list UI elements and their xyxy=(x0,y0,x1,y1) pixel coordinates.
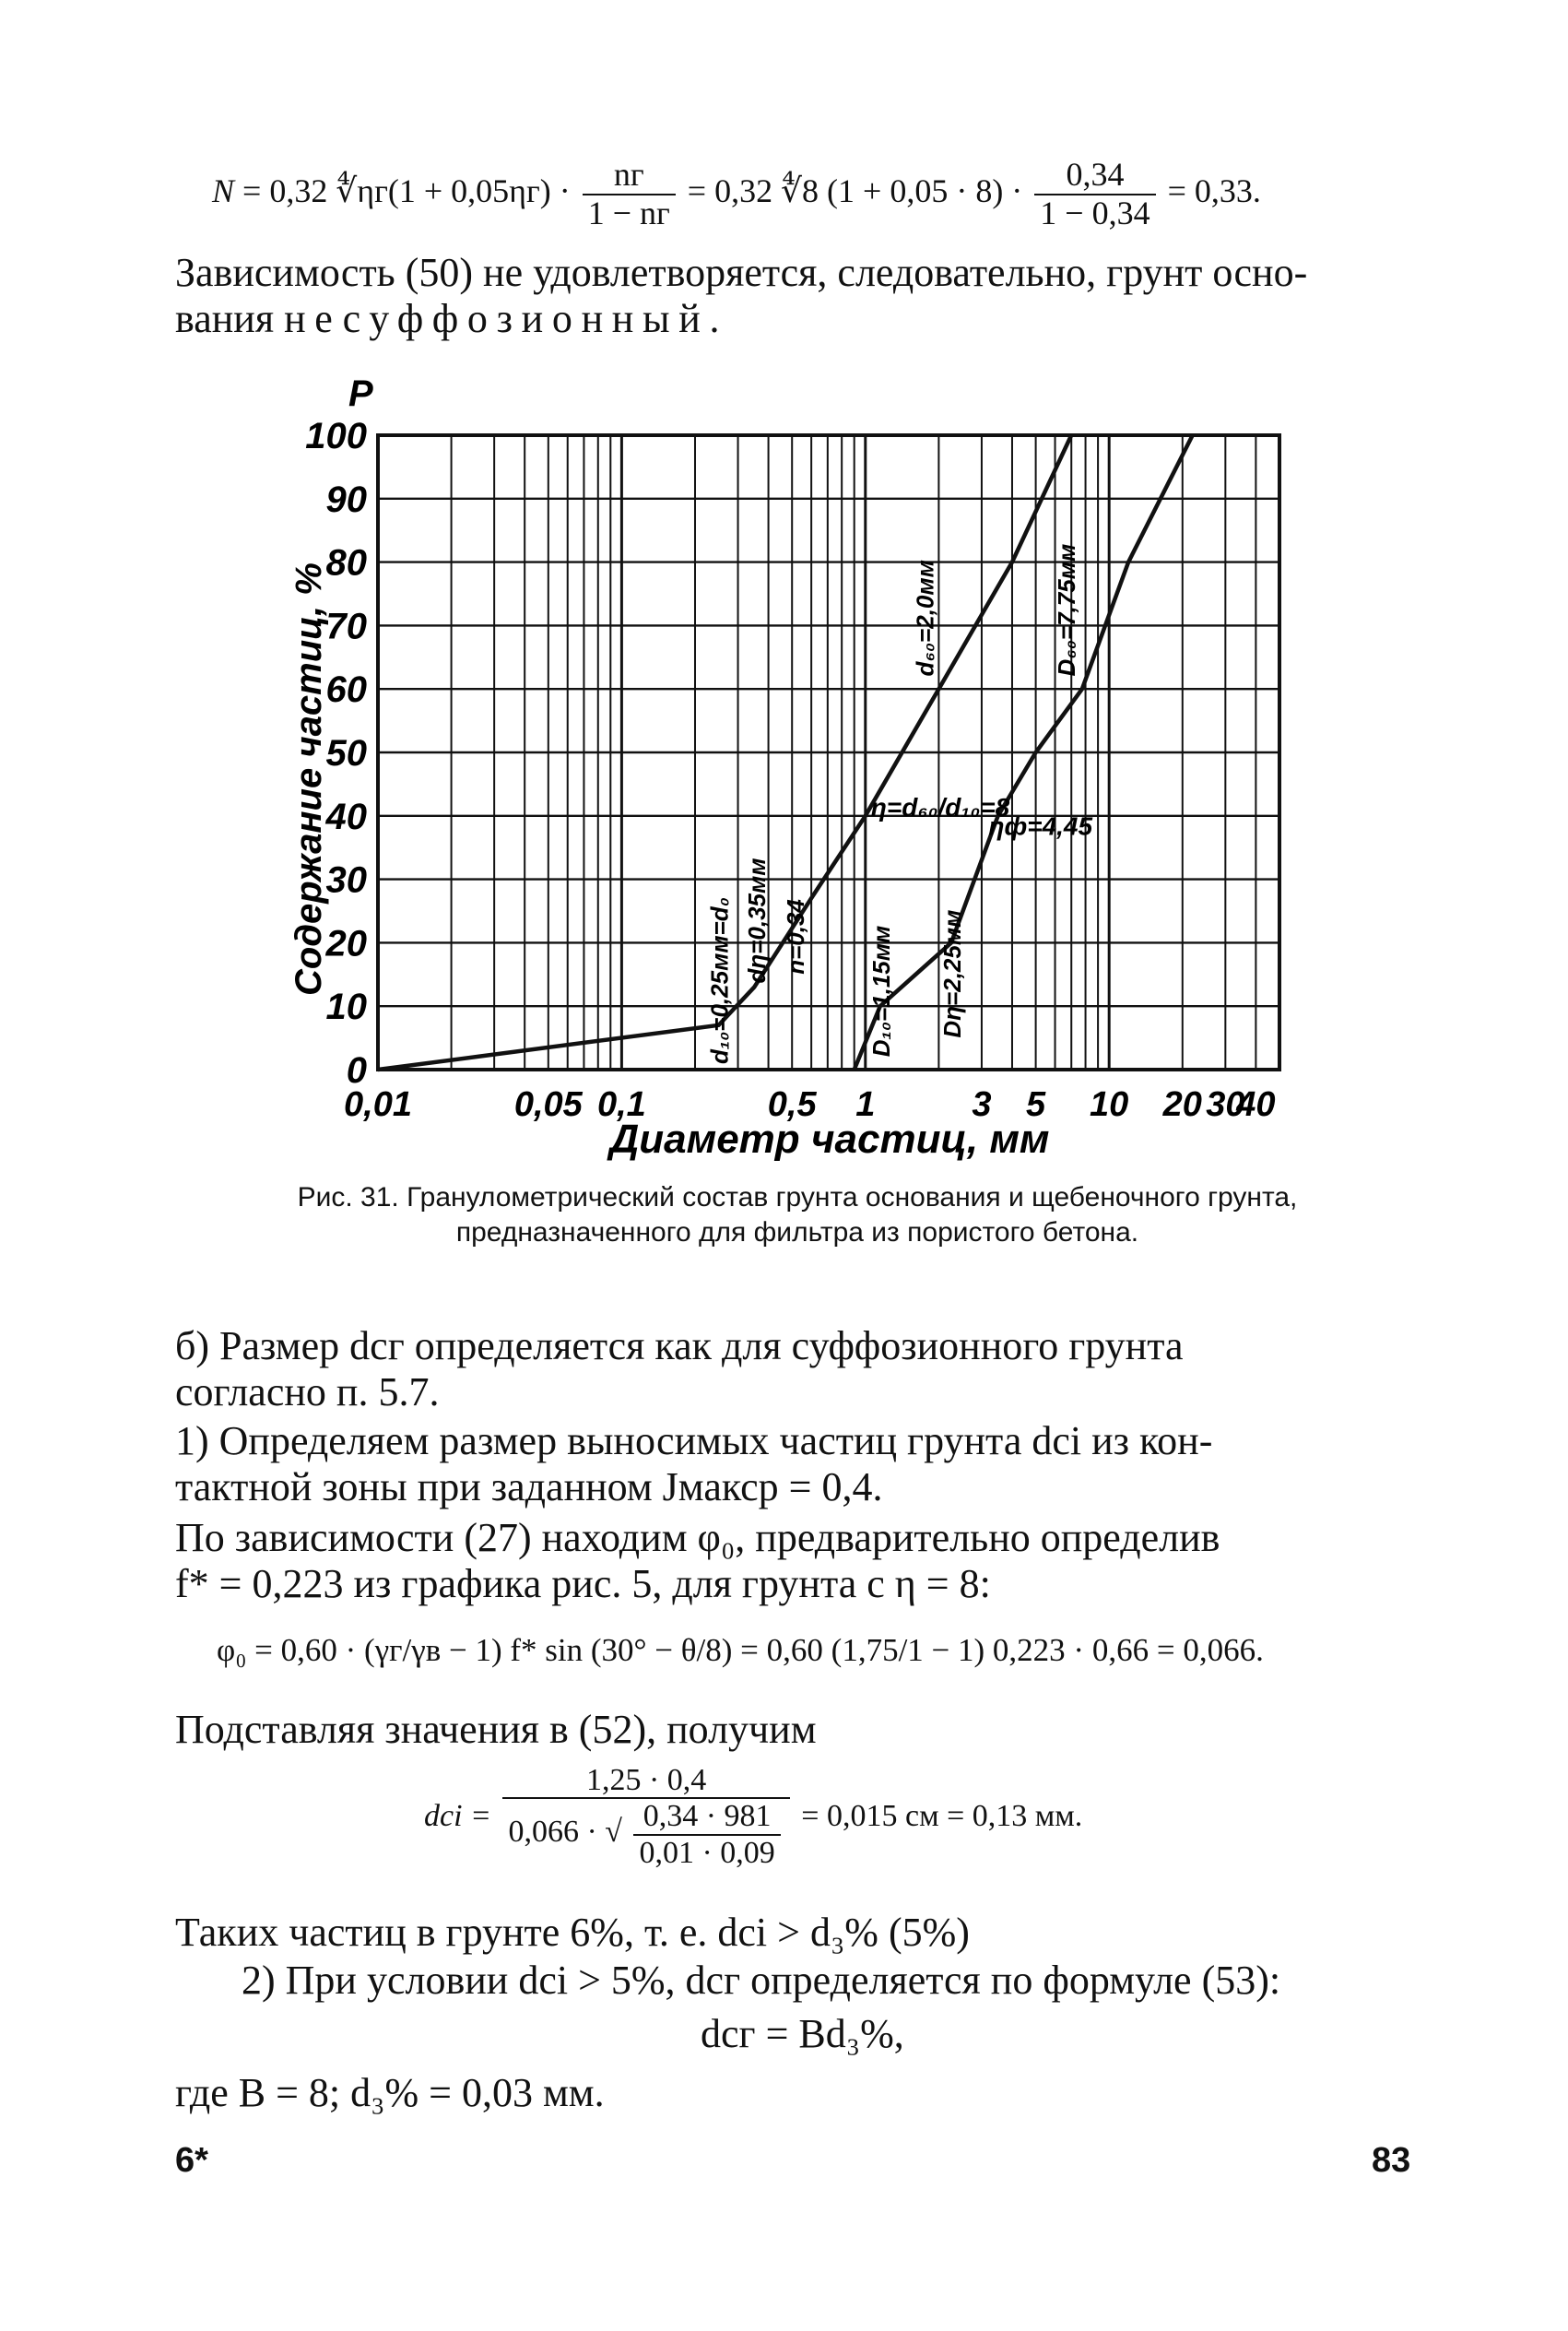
x-tick-label: 0,01 xyxy=(344,1085,412,1124)
y-tick-label: 60 xyxy=(325,669,367,711)
y-tick-label: 20 xyxy=(325,923,367,964)
formula-dci-den-prefix: 0,066 · √ xyxy=(508,1815,622,1850)
para1-line2-spaced: несуффозионный. xyxy=(284,296,729,341)
annotation-d10: d₁₀=0,25мм=d₀ xyxy=(705,897,734,1064)
formula-dcr: dсг = Bd₃%, xyxy=(701,2011,904,2056)
annotation-etaD: ηф=4,45 xyxy=(988,811,1093,841)
page-number: 83 xyxy=(1372,2141,1411,2180)
y-tick-label: 50 xyxy=(325,733,367,774)
formula-dci-lhs: dсi = xyxy=(424,1799,491,1834)
para4-line1: По зависимости (27) находим φ₀, предварительно определив xyxy=(175,1515,1220,1560)
formula-dci-den-den: 0,01 · 0,09 xyxy=(639,1835,775,1870)
formula-n-frac1 xyxy=(583,157,676,231)
formula-dci-result: = 0,015 см = 0,13 мм. xyxy=(801,1799,1083,1834)
footer-signature: 6* xyxy=(175,2141,208,2180)
annotation-dn: dη=0,35мм xyxy=(743,858,772,984)
para2-line2: согласно п. 5.7. xyxy=(175,1369,440,1414)
para3-line2: тактной зоны при заданном Jмаксp = 0,4. xyxy=(175,1464,883,1509)
annotation-Dn: Dη=2,25мм xyxy=(937,909,966,1038)
formula-phi: φ₀ = 0,60 · (γг/γв − 1) f* sin (30° − θ/8) = 0,60 (1,75/1 − 1) 0,223 · 0,66 = 0,066. xyxy=(217,1632,1264,1668)
x-tick-label: 40 xyxy=(1236,1085,1276,1124)
x-tick-label: 20 xyxy=(1162,1085,1202,1124)
para7-line1: 2) При условии dсi > 5%, dсг определяется по формуле (53): xyxy=(242,1958,1281,2003)
annotation-D60: D₆₀=7,75мм xyxy=(1052,543,1080,677)
granulometric-chart xyxy=(0,360,1568,1189)
x-tick-label: 0,1 xyxy=(596,1085,646,1124)
formula-n-frac2-num: 0,34 xyxy=(1034,157,1155,195)
formula-n-frac2 xyxy=(1034,157,1155,231)
formula-dci-frac xyxy=(502,1763,789,1870)
formula-n xyxy=(212,157,1261,231)
x-tick-label: 10 xyxy=(1090,1085,1129,1124)
y-tick-label: 80 xyxy=(325,542,367,584)
x-tick-label: 0,5 xyxy=(767,1085,817,1124)
formula-dci-den-num: 0,34 · 981 xyxy=(633,1799,780,1835)
x-tick-label: 3 xyxy=(972,1085,992,1124)
y-tick-label: 0 xyxy=(346,1050,367,1091)
formula-dci-den-frac xyxy=(633,1799,780,1870)
y-tick-label: 70 xyxy=(325,606,367,647)
formula-n-result: = 0,33. xyxy=(1167,172,1261,209)
annotation-d60: d₆₀=2,0мм xyxy=(911,560,939,677)
y-axis-label: Содержание частиц, % xyxy=(289,562,329,996)
formula-n-left: = 0,32 ∜ηг(1 + 0,05ηг) · xyxy=(242,172,571,209)
figure-caption: Рис. 31. Гранулометрический состав грунта основания и щебеночного грунта, предназначенного для фильтра из пористого бетона. xyxy=(297,1182,1298,1248)
x-axis-label: Диаметр частиц, мм xyxy=(609,1117,1050,1162)
y-tick-label: 90 xyxy=(325,479,367,520)
para5-line1: Подставляя значения в (52), получим xyxy=(175,1707,817,1752)
y-axis-top-label: P xyxy=(348,373,373,414)
para2-line1: б) Размер dсг определяется как для суффозионного грунта xyxy=(175,1323,1184,1368)
chart-annotations xyxy=(706,544,1093,1064)
formula-dci xyxy=(424,1763,1082,1870)
para1-line1: Зависимость (50) не удовлетворяется, следовательно, грунт осно- xyxy=(175,250,1308,295)
formula-dci-num: 1,25 · 0,4 xyxy=(502,1763,789,1799)
formula-n-frac1-num: nг xyxy=(583,157,676,195)
annotation-eta: η=d₆₀/d₁₀=8 xyxy=(870,792,1010,822)
para4-line2: f* = 0,223 из графика рис. 5, для грунта с η = 8: xyxy=(175,1561,991,1606)
x-tick-label: 1 xyxy=(855,1085,876,1124)
formula-n-frac1-den: 1 − nг xyxy=(587,194,670,231)
para1-line2-start: вания xyxy=(175,296,285,341)
annotation-n: n=0,34 xyxy=(782,899,810,975)
annotation-D10: D₁₀=1,15мм xyxy=(867,925,895,1058)
para8-line1: где B = 8; d₃% = 0,03 мм. xyxy=(175,2070,605,2115)
y-tick-label: 40 xyxy=(325,796,367,837)
formula-n-mid: = 0,32 ∜8 (1 + 0,05 · 8) · xyxy=(687,172,1023,209)
para6-line1: Таких частиц в грунте 6%, т. е. dсi > d₃% (5%) xyxy=(175,1910,970,1955)
y-tick-label: 10 xyxy=(325,987,367,1028)
x-tick-label: 30 xyxy=(1206,1085,1245,1124)
x-tick-label: 5 xyxy=(1026,1085,1046,1124)
y-tick-label: 30 xyxy=(325,859,367,901)
formula-dci-den xyxy=(502,1799,789,1870)
formula-n-frac2-den: 1 − 0,34 xyxy=(1040,194,1150,231)
para1-line2 xyxy=(175,293,1410,345)
y-tick-label: 100 xyxy=(305,416,367,456)
x-tick-label: 0,05 xyxy=(513,1085,583,1124)
para3-line1: 1) Определяем размер выносимых частиц грунта dсi из кон- xyxy=(175,1418,1213,1463)
formula-n-symbol: N xyxy=(212,172,235,209)
